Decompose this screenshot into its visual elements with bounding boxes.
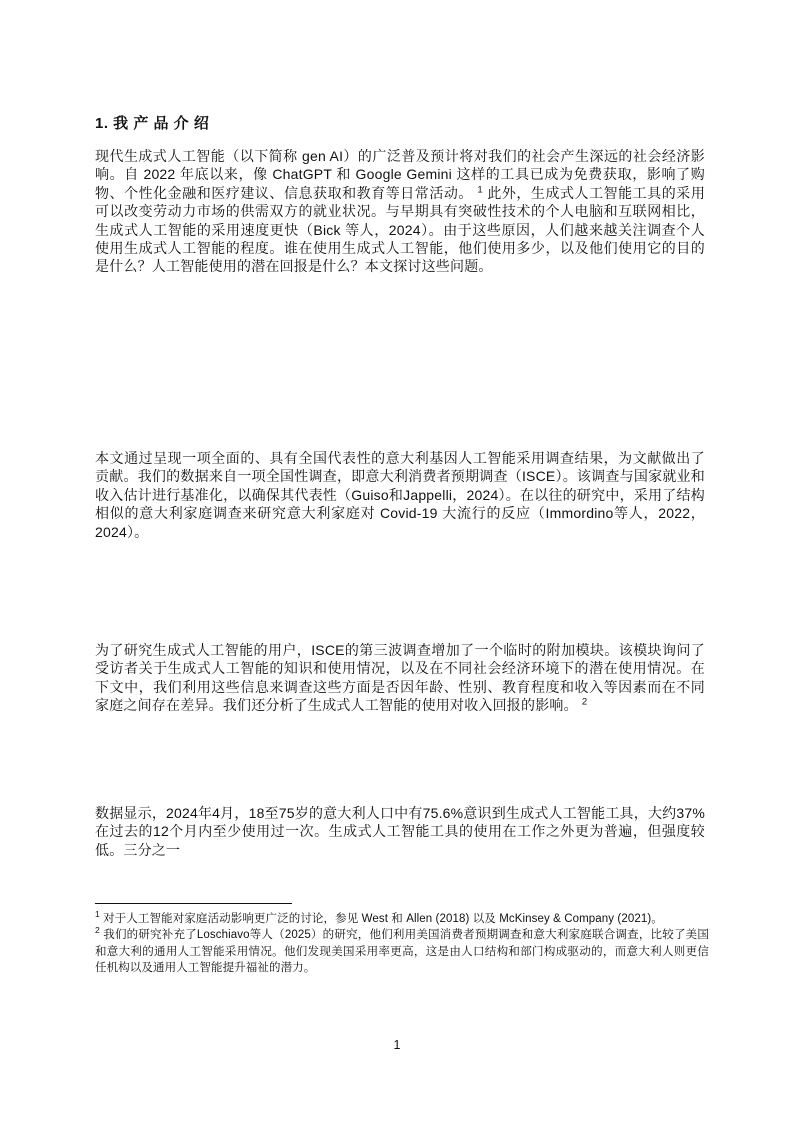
footnote-separator (95, 903, 292, 904)
page-number: 1 (393, 1038, 401, 1052)
footnote-2-marker: 2 (95, 925, 100, 936)
section-title: 1. 我 产 品 介 绍 (95, 115, 210, 132)
footnote-1 (95, 911, 709, 927)
footnote-ref-2: 2 (581, 696, 588, 708)
paragraph-intro (95, 147, 705, 276)
paragraph-survey-module (95, 641, 705, 715)
footnote-1-text: 对于人工智能对家庭活动影响更广泛的讨论，参见 West 和 Allen (2018) 以及 McKinsey & Company (2021)。 (103, 913, 663, 925)
paragraph-intro-text-continued: 此外，生成式人工智能工具的采用可以改变劳动力市场的供需双方的就业状况。与早期具有突破性技术的个人电脑和互联网相比，生成式人工智能的采用速度更快（Bick 等人，2024）。由于这些原因，人们越来越关注调查个人使用生成式人工智能的程度。谁在使用生成式人工智能，他们使用多少，以及他们使用它的目的是什么？人工智能使用的潜在回报是什么？本文探讨这些问题。 (95, 184, 706, 275)
footnote-ref-1: 1 (477, 184, 483, 196)
footnote-2 (95, 927, 709, 976)
paragraph-contribution: 本文通过呈现一项全面的、具有全国代表性的意大利基因人工智能采用调查结果，为文献做出了贡献。我们的数据来自一项全国性调查，即意大利消费者预期调查（ISCE）。该调查与国家就业和收入估计进行基准化，以确保其代表性（Guiso和Jappelli，2024）。在以往的研究中，采用了结构相似的意大利家庭调查来研究意大利家庭对 Covid-19 大流行的反应（Immordino等人，2022，2024）。 (95, 450, 705, 540)
paragraph-survey-module-text: 为了研究生成式人工智能的用户，ISCE的第三波调查增加了一个临时的附加模块。该模块询问了受访者关于生成式人工智能的知识和使用情况，以及在不同社会经济环境下的潜在使用情况。在下文中，我们利用这些信息来调查这些方面是否因年龄、性别、教育程度和收入等因素而在不同家庭之间存在差异。我们还分析了生成式人工智能的使用对收入回报的影响。 (95, 642, 705, 714)
footnotes (95, 911, 709, 977)
paragraph-findings: 数据显示，2024年4月，18至75岁的意大利人口中有75.6%意识到生成式人工智能工具，大约37%在过去的12个月内至少使用过一次。生成式人工智能工具的使用在工作之外更为普遍，但强度较低。三分之一 (95, 805, 705, 858)
footnote-2-text: 我们的研究补充了Loschiavo等人（2025）的研究，他们利用美国消费者预期调查和意大利家庭联合调查，比较了美国和意大利的通用人工智能采用情况。他们发现美国采用率更高，这是由人口结构和部门构成驱动的，而意大利人则更信任机构以及通用人工智能提升福祉的潜力。 (95, 929, 709, 975)
paragraph-intro-text: 现代生成式人工智能（以下简称 gen AI）的广泛普及预计将对我们的社会产生深远的社会经济影响。自 2022 年底以来，像 ChatGPT 和 Google Gemini 这样的工具已成为免费获取，影响了购物、个性化金融和医疗建议、信息获取和教育等日常活动。 (95, 148, 705, 201)
footnote-1-marker: 1 (95, 909, 100, 920)
